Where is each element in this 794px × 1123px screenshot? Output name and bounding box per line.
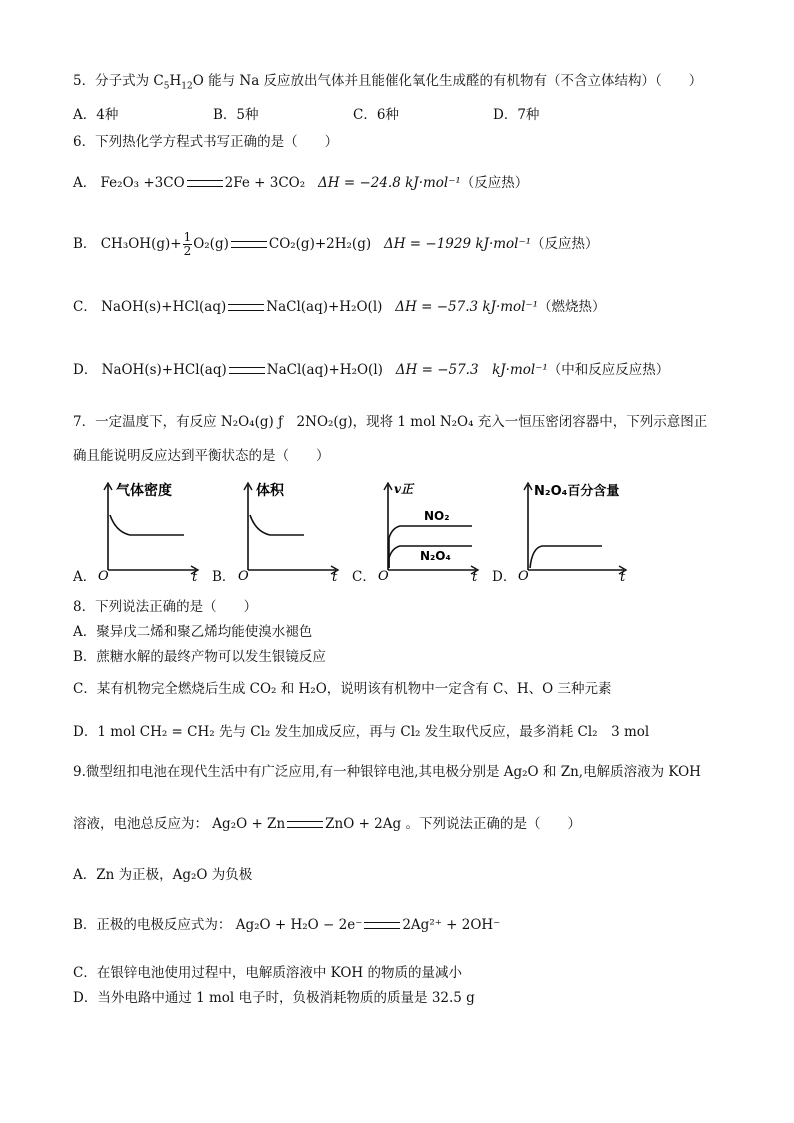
q6-d-note: （中和反应反应热） <box>547 362 670 378</box>
rate-graph <box>376 480 496 585</box>
q6-d-products: NaCl(aq)+H₂O(l) <box>266 362 383 378</box>
q9-stem-question: 。下列说法正确的是（ ） <box>405 816 581 832</box>
q8-option-c: C．某有机物完全燃烧后生成 CO₂ 和 H₂O，说明该有机物中一定含有 C、H、O 三种元素 <box>73 681 612 697</box>
equal-sign-icon <box>287 821 323 828</box>
q6-b-reactant2: O₂(g) <box>193 236 229 252</box>
q9-stem-line2 <box>73 815 581 833</box>
q8-option-d: D．1 mol CH₂ = CH₂ 先与 Cl₂ 发生加成反应，再与 Cl₂ 发生取代反应，最多消耗 Cl₂ 3 mol <box>73 724 650 740</box>
q9-b-reactants: Ag₂O + H₂O − 2e⁻ <box>235 917 363 933</box>
one-half-fraction <box>183 231 193 258</box>
q7-graph-c <box>376 480 496 585</box>
q7-stem-line1: 7．一定温度下，有反应 N₂O₄(g) ƒ 2NO₂(g)，现将 1 mol N₂O₄ 充入一恒压密闭容器中，下列示意图正 <box>73 414 708 430</box>
q6-option-a <box>73 174 528 192</box>
q5-option-d: D．7种 <box>493 107 540 123</box>
q7-graph-d <box>516 480 646 585</box>
q7-graph-b <box>236 480 356 585</box>
q9-option-a: A．Zn 为正极，Ag₂O 为负极 <box>73 867 253 883</box>
y-axis-label: 体积 <box>256 483 284 499</box>
equal-sign-icon <box>228 304 264 311</box>
q6-b-enthalpy: ΔH = −1929 kJ·mol⁻¹ <box>383 236 532 252</box>
q5-option-c: C．6种 <box>353 107 399 123</box>
q9-reactants: Ag₂O + Zn <box>212 816 286 832</box>
q6-b-products: CO₂(g)+2H₂(g) <box>268 236 372 252</box>
q5-formula: $C_5H_{12}O$ <box>153 73 204 92</box>
q7-graph-c-label: C． <box>352 569 376 585</box>
equal-sign-icon <box>187 180 223 187</box>
frac-denominator: 2 <box>183 244 192 258</box>
density-graph <box>96 480 216 585</box>
x-axis-label: t <box>620 570 626 585</box>
q6-d-label: D． <box>73 362 98 378</box>
q7-graph-d-label: D． <box>492 569 517 585</box>
origin-label: O <box>518 569 529 584</box>
q6-a-note: （反应热） <box>460 175 529 191</box>
q6-c-note: （燃烧热） <box>538 299 606 315</box>
q5-na: Na <box>239 73 260 89</box>
percentage-graph <box>516 480 646 585</box>
origin-label: O <box>98 569 109 584</box>
equal-sign-icon <box>231 241 267 248</box>
q6-b-note: （反应热） <box>531 236 599 252</box>
y-axis-label: v正 <box>394 482 413 496</box>
q6-c-reactants: NaOH(s)+HCl(aq) <box>101 299 227 315</box>
q7-stem-line2: 确且能说明反应达到平衡状态的是（ ） <box>73 448 330 464</box>
q9-b-text: B．正极的电极反应式为： <box>73 917 232 933</box>
q6-a-reactants: Fe₂O₃ +3CO <box>100 175 185 191</box>
q6-option-d <box>73 361 669 379</box>
q5-stem-part3: 反应放出气体并且能催化氧化生成醛的有机物有（不含立体结构）（ ） <box>263 73 703 89</box>
q5-option-b: B．5种 <box>213 107 259 123</box>
q9-b-products: 2Ag²⁺ + 2OH⁻ <box>402 917 501 933</box>
q6-stem: 6．下列热化学方程式书写正确的是（ ） <box>73 134 339 150</box>
q9-stem-text: 溶液，电池总反应为： <box>73 816 208 832</box>
q6-a-products: 2Fe + 3CO₂ <box>224 175 306 191</box>
q5-stem-part2: 能与 <box>208 73 236 89</box>
volume-graph <box>236 480 356 585</box>
q6-a-enthalpy: ΔH = −24.8 kJ·mol⁻¹ <box>318 175 461 191</box>
q8-option-a: A．聚异戊二烯和聚乙烯均能使溴水褪色 <box>73 624 313 640</box>
q6-d-reactants: NaOH(s)+HCl(aq) <box>101 362 227 378</box>
q9-option-b <box>73 916 500 934</box>
q6-option-b <box>73 228 599 260</box>
x-axis-label: t <box>192 570 198 585</box>
q5-option-a: A．4种 <box>73 107 119 123</box>
curve-label-no2: NO₂ <box>424 509 450 523</box>
frac-numerator: 1 <box>183 230 192 244</box>
q5-stem-part1: 5．分子式为 <box>73 73 150 89</box>
q9-products: ZnO + 2Ag <box>325 816 402 832</box>
q6-b-label: B． <box>73 236 97 252</box>
q7-graph-a-label: A． <box>73 569 97 585</box>
origin-label: O <box>378 569 389 584</box>
curve-label-n2o4: N₂O₄ <box>420 549 451 563</box>
q7-graph-b-label: B． <box>212 569 236 585</box>
q9-option-d: D．当外电路中通过 1 mol 电子时，负极消耗物质的质量是 32.5 g <box>73 990 475 1006</box>
equal-sign-icon <box>364 922 400 929</box>
q9-stem-line1: 9.微型纽扣电池在现代生活中有广泛应用,有一种银锌电池,其电极分别是 Ag₂O 和 Zn,电解质溶液为 KOH <box>73 764 701 780</box>
q6-d-enthalpy: ΔH = −57.3 kJ·mol⁻¹ <box>395 362 548 378</box>
q8-option-b: B．蔗糖水解的最终产物可以发生银镜反应 <box>73 649 326 665</box>
y-axis-label: N₂O₄百分含量 <box>534 484 620 499</box>
y-axis-label: 气体密度 <box>116 483 172 499</box>
q6-a-label: A． <box>73 175 97 191</box>
q9-option-c: C．在银锌电池使用过程中，电解质溶液中 KOH 的物质的量减小 <box>73 965 462 981</box>
q7-graph-a <box>96 480 216 585</box>
q6-c-products: NaCl(aq)+H₂O(l) <box>266 299 383 315</box>
x-axis-label: t <box>472 570 478 585</box>
q6-option-c <box>73 298 606 316</box>
q6-c-enthalpy: ΔH = −57.3 kJ·mol⁻¹ <box>395 299 539 315</box>
q6-b-reactant1: CH₃OH(g)+ <box>100 236 182 252</box>
q5-stem <box>73 72 702 90</box>
q8-stem: 8．下列说法正确的是（ ） <box>73 599 258 615</box>
q6-c-label: C． <box>73 299 97 315</box>
origin-label: O <box>238 569 249 584</box>
x-axis-label: t <box>332 570 338 585</box>
equal-sign-icon <box>229 367 265 374</box>
